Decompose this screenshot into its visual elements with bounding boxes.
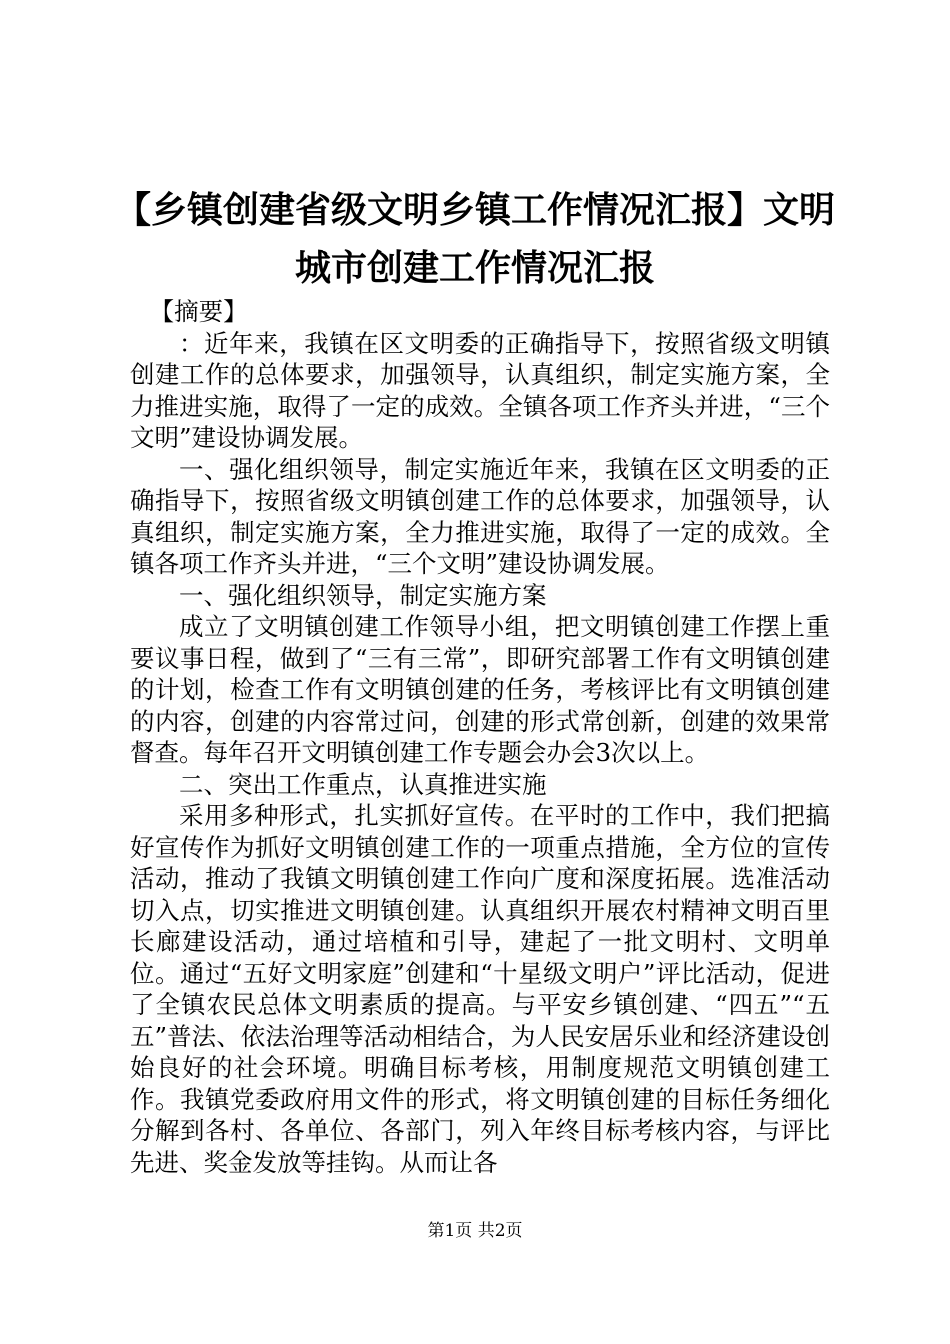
section-heading-2: 二、突出工作重点，认真推进实施	[179, 769, 547, 799]
section-heading-1: 一、强化组织领导，制定实施方案	[179, 580, 547, 610]
paragraph-abstract: ：近年来，我镇在区文明委的正确指导下，按照省级文明镇创建工作的总体要求，加强领导，认真组织，制定实施方案，全力推进实施，取得了一定的成效。全镇各项工作齐头并进，“三个文明”建设协调发展。	[130, 328, 830, 452]
abstract-label: 【摘要】	[149, 297, 248, 326]
paragraph-section-1: 成立了文明镇创建工作领导小组，把文明镇创建工作摆上重要议事日程，做到了“三有三常”，即研究部署工作有文明镇创建的计划，检查工作有文明镇创建的任务，考核评比有文明镇创建的内容，创建的内容常过问，创建的形式常创新，创建的效果常督查。每年召开文明镇创建工作专题会办会3次以上。	[130, 612, 830, 767]
document-title-line-1: 【乡镇创建省级文明乡镇工作情况汇报】文明	[114, 190, 835, 231]
page-footer: 第1页 共2页	[427, 1221, 523, 1241]
paragraph-section-2: 采用多种形式，扎实抓好宣传。在平时的工作中，我们把搞好宣传作为抓好文明镇创建工作的一项重点措施，全方位的宣传活动，推动了我镇文明镇创建工作向广度和深度拓展。选准活动切入点，切实推进文明镇创建。认真组织开展农村精神文明百里长廊建设活动，通过培植和引导，建起了一批文明村、文明单位。通过“五好文明家庭”创建和“十星级文明户”评比活动，促进了全镇农民总体文明素质的提高。与平安乡镇创建、“四五”“五五”普法、依法治理等活动相结合，为人民安居乐业和经济建设创始良好的社会环境。明确目标考核，用制度规范文明镇创建工作。我镇党委政府用文件的形式，将文明镇创建的目标任务细化分解到各村、各单位、各部门，列入年终目标考核内容，与评比先进、奖金发放等挂钩。从而让各	[130, 801, 830, 1177]
document-title-line-2: 城市创建工作情况汇报	[294, 248, 655, 289]
paragraph-intro: 一、强化组织领导，制定实施近年来，我镇在区文明委的正确指导下，按照省级文明镇创建工作的总体要求，加强领导，认真组织，制定实施方案，全力推进实施，取得了一定的成效。全镇各项工作齐头并进，“三个文明”建设协调发展。	[130, 454, 830, 578]
document-body	[130, 296, 830, 1178]
